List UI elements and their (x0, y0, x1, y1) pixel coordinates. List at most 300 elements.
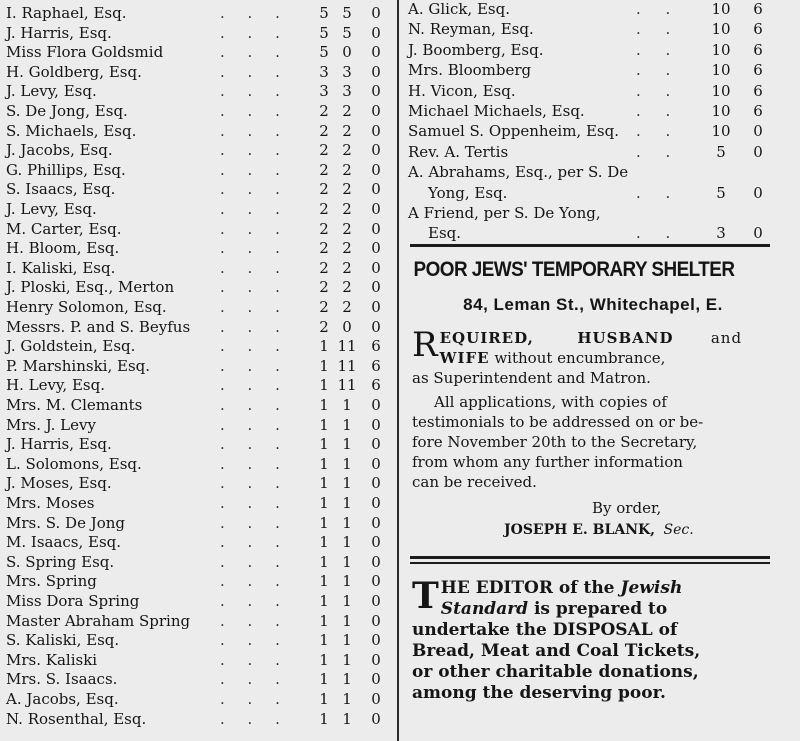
amount-pence: 0 (371, 298, 381, 316)
signatory (504, 520, 694, 540)
donor-row (6, 395, 390, 415)
amount-pounds: 1 (319, 415, 329, 434)
amount-shillings: 2 (342, 258, 352, 277)
donor-name: J. Harris, Esq. (6, 23, 112, 42)
amount-pounds: 1 (319, 356, 329, 375)
leader-dots: . . (636, 224, 681, 243)
amount-pence: 0 (371, 592, 381, 610)
amount-pence: 6 (753, 40, 763, 59)
editor-notice (412, 575, 772, 704)
amount-shillings: 1 (342, 435, 352, 454)
donor-name: Mrs. M. Clemants (6, 396, 143, 414)
donor-row (6, 356, 390, 376)
leader-dots: . . . (220, 180, 289, 199)
leader-dots: . . (636, 183, 681, 202)
donor-name: A. Jacobs, Esq. (6, 690, 119, 708)
donor-row (6, 258, 390, 278)
amount-pence: 0 (371, 572, 381, 591)
amount-pence: 0 (371, 23, 381, 42)
donor-name: S. Kaliski, Esq. (6, 631, 120, 650)
donor-name: J. Moses, Esq. (6, 474, 112, 493)
amount-shillings: 1 (342, 415, 352, 434)
amount-pounds: 1 (319, 709, 329, 728)
leader-dots: . . . (220, 709, 289, 728)
leader-dots: . . . (220, 82, 289, 101)
requirement-line-2 (412, 348, 772, 368)
amount-pence: 0 (371, 670, 381, 689)
donor-name: I. Raphael, Esq. (6, 4, 127, 22)
donor-row (6, 3, 390, 23)
amount-pence: 0 (371, 239, 381, 258)
donor-name: Yong, Esq. (428, 183, 508, 202)
amount-shillings: 10 (711, 0, 731, 18)
amount-pence: 0 (371, 4, 381, 22)
amount-shillings: 10 (711, 102, 731, 120)
requirement-word: WIFE (439, 349, 490, 367)
amount-pence: 6 (371, 356, 381, 375)
leader-dots: . . . (220, 631, 289, 650)
amount-pounds: 1 (319, 376, 329, 395)
amount-pounds: 2 (319, 200, 329, 218)
applications-line: testimonials to be addressed on or be- (412, 413, 704, 431)
amount-pence: 0 (371, 611, 381, 630)
amount-pounds: 5 (319, 4, 329, 22)
leader-dots: . . . (220, 670, 289, 689)
leader-dots: . . . (220, 317, 289, 336)
amount-pence: 6 (753, 0, 763, 18)
donor-name: M. Isaacs, Esq. (6, 533, 122, 552)
donor-name: J. Levy, Esq. (6, 82, 97, 101)
donor-row (6, 375, 390, 395)
amount-pence: 6 (753, 20, 763, 39)
donor-row (6, 513, 390, 533)
donor-name: Mrs. J. Levy (6, 415, 96, 434)
leader-dots: . . (636, 40, 681, 59)
applications-line: All applications, with copies of (434, 393, 667, 411)
donor-row (408, 203, 800, 223)
donor-name: J. Goldstein, Esq. (6, 337, 136, 356)
amount-pence: 0 (371, 121, 381, 140)
leader-dots: . . . (220, 278, 289, 297)
amount-shillings: 3 (716, 224, 726, 243)
donor-name: H. Levy, Esq. (6, 376, 105, 395)
amount-shillings: 2 (342, 219, 352, 238)
donor-name: N. Reyman, Esq. (408, 20, 534, 39)
leader-dots: . . (636, 122, 681, 141)
donor-row (6, 689, 390, 709)
amount-shillings: 0 (342, 43, 352, 62)
donor-name: S. De Jong, Esq. (6, 102, 128, 120)
donor-name: Mrs. S. De Jong (6, 513, 126, 532)
amount-shillings: 1 (342, 690, 352, 708)
donor-row (408, 183, 800, 203)
amount-pounds: 2 (319, 121, 329, 140)
requirement-word: EQUIRED, (439, 329, 534, 347)
donor-name: Mrs. S. Isaacs. (6, 670, 118, 689)
editor-line-6: among the deserving poor. (412, 683, 666, 703)
amount-pounds: 1 (319, 513, 329, 532)
amount-pounds: 1 (319, 572, 329, 591)
amount-pence: 0 (371, 415, 381, 434)
donor-row (6, 591, 390, 611)
amount-shillings: 10 (711, 122, 731, 141)
amount-shillings: 1 (342, 494, 352, 512)
amount-shillings: 1 (342, 552, 352, 571)
donor-name: Henry Solomon, Esq. (6, 298, 167, 316)
amount-pounds: 1 (319, 396, 329, 414)
donor-row (6, 473, 390, 493)
amount-shillings: 2 (342, 239, 352, 258)
donor-row (6, 611, 390, 631)
amount-pounds: 1 (319, 690, 329, 708)
amount-pounds: 1 (319, 670, 329, 689)
shelter-requirement (412, 325, 772, 388)
leader-dots: . . (636, 102, 681, 120)
leader-dots: . . . (220, 298, 289, 316)
leader-dots: . . . (220, 141, 289, 160)
leader-dots: . . . (220, 219, 289, 238)
amount-shillings: 10 (711, 61, 731, 80)
amount-shillings: 1 (342, 396, 352, 414)
donor-row (6, 23, 390, 43)
leader-dots: . . . (220, 200, 289, 218)
requirement-word: and (710, 329, 743, 347)
amount-shillings: 5 (342, 23, 352, 42)
donor-row (6, 81, 390, 101)
leader-dots: . . . (220, 239, 289, 258)
donor-row (408, 0, 800, 19)
amount-pence: 0 (371, 102, 381, 120)
donor-name: Miss Dora Spring (6, 592, 140, 610)
amount-shillings: 2 (342, 160, 352, 179)
amount-pence: 0 (371, 552, 381, 571)
donor-row (408, 40, 800, 60)
amount-shillings: 1 (342, 513, 352, 532)
amount-pence: 0 (371, 62, 381, 81)
amount-pounds: 3 (319, 82, 329, 101)
editor-line-3: undertake the DISPOSAL of (412, 620, 678, 640)
leader-dots: . . (636, 0, 681, 18)
amount-shillings: 1 (342, 650, 352, 669)
amount-pounds: 1 (319, 474, 329, 493)
by-order-text: By order, (592, 499, 662, 517)
donor-name: Samuel S. Oppenheim, Esq. (408, 122, 619, 141)
donor-row (6, 454, 390, 474)
amount-shillings: 1 (342, 454, 352, 473)
amount-pence: 0 (371, 396, 381, 414)
donor-name: M. Carter, Esq. (6, 219, 122, 238)
amount-shillings: 1 (342, 611, 352, 630)
amount-pence: 0 (371, 454, 381, 473)
amount-pounds: 1 (319, 494, 329, 512)
amount-shillings: 5 (716, 142, 726, 161)
amount-pence: 6 (753, 61, 763, 80)
donor-row (6, 336, 390, 356)
donor-row (408, 162, 800, 182)
amount-pence: 0 (371, 219, 381, 238)
requirement-text: without encumbrance, (494, 349, 666, 367)
amount-pounds: 1 (319, 435, 329, 454)
shelter-applications (412, 392, 772, 492)
leader-dots: . . . (220, 337, 289, 356)
shelter-heading: POOR JEWS' TEMPORARY SHELTER (413, 258, 735, 281)
leader-dots: . . . (220, 592, 289, 610)
donor-name: Mrs. Bloomberg (408, 61, 532, 80)
donor-name: A. Glick, Esq. (408, 0, 510, 18)
requirement-line-3: as Superintendent and Matron. (412, 369, 651, 387)
amount-shillings: 10 (711, 81, 731, 100)
amount-shillings: 11 (337, 337, 357, 356)
amount-shillings: 3 (342, 82, 352, 101)
leader-dots: . . . (220, 513, 289, 532)
donor-row (6, 493, 390, 513)
leader-dots: . . . (220, 690, 289, 708)
amount-pence: 0 (371, 43, 381, 62)
leader-dots: . . . (220, 4, 289, 22)
signatory-title: Sec. (663, 522, 694, 538)
amount-pence: 6 (753, 102, 763, 120)
amount-pence: 0 (753, 122, 763, 141)
leader-dots: . . . (220, 121, 289, 140)
leader-dots: . . . (220, 474, 289, 493)
amount-pence: 0 (371, 200, 381, 218)
donor-row (6, 62, 390, 82)
donor-row (408, 60, 800, 80)
donor-row (6, 238, 390, 258)
donor-row (408, 81, 800, 101)
amount-shillings: 1 (342, 670, 352, 689)
amount-pence: 0 (371, 709, 381, 728)
donor-row (6, 434, 390, 454)
leader-dots: . . . (220, 494, 289, 512)
donor-row (6, 630, 390, 650)
donor-name: J. Jacobs, Esq. (6, 141, 113, 160)
editor-line-2 (412, 599, 772, 620)
applications-line: fore November 20th to the Secretary, (412, 433, 698, 451)
amount-shillings: 5 (342, 4, 352, 22)
donor-row (6, 297, 390, 317)
amount-pence: 0 (371, 650, 381, 669)
donor-name: Master Abraham Spring (6, 611, 191, 630)
donor-name: I. Kaliski, Esq. (6, 258, 116, 277)
amount-shillings: 5 (716, 183, 726, 202)
amount-pence: 0 (371, 82, 381, 101)
amount-pence: 0 (371, 160, 381, 179)
amount-pounds: 1 (319, 631, 329, 650)
leader-dots: . . (636, 81, 681, 100)
amount-pence: 0 (371, 690, 381, 708)
donor-name: S. Michaels, Esq. (6, 121, 137, 140)
section-rule-thin (410, 562, 770, 564)
amount-pounds: 1 (319, 592, 329, 610)
amount-pence: 0 (371, 317, 381, 336)
donor-name: Messrs. P. and S. Beyfus (6, 317, 191, 336)
donor-name: J. Harris, Esq. (6, 435, 112, 454)
donor-name: J. Ploski, Esq., Merton (6, 278, 175, 297)
amount-shillings: 0 (342, 317, 352, 336)
donor-row (6, 317, 390, 337)
amount-pounds: 2 (319, 141, 329, 160)
amount-pence: 0 (371, 631, 381, 650)
leader-dots: . . . (220, 258, 289, 277)
leader-dots: . . . (220, 396, 289, 414)
amount-pounds: 2 (319, 317, 329, 336)
donor-name: J. Levy, Esq. (6, 200, 97, 218)
shelter-address: 84, Leman St., Whitechapel, E. (463, 295, 723, 314)
leader-dots: . . . (220, 552, 289, 571)
leader-dots: . . (636, 20, 681, 39)
amount-pounds: 1 (319, 337, 329, 356)
leader-dots: . . . (220, 43, 289, 62)
amount-shillings: 10 (711, 40, 731, 59)
dropcap-letter: T (412, 575, 439, 617)
donor-name: A Friend, per S. De Yong, (408, 204, 601, 222)
section-rule (410, 556, 770, 559)
amount-pence: 0 (371, 533, 381, 552)
leader-dots: . . . (220, 356, 289, 375)
amount-pence: 6 (753, 81, 763, 100)
amount-pounds: 1 (319, 552, 329, 571)
leader-dots: . . (636, 61, 681, 80)
donor-row (6, 571, 390, 591)
amount-shillings: 2 (342, 121, 352, 140)
amount-shillings: 3 (342, 62, 352, 81)
donor-name: P. Marshinski, Esq. (6, 356, 151, 375)
amount-pence: 6 (371, 376, 381, 395)
section-rule (410, 244, 770, 247)
amount-shillings: 2 (342, 180, 352, 199)
donor-name: Mrs. Moses (6, 494, 95, 512)
requirement-word: HUSBAND (577, 329, 674, 347)
amount-pounds: 2 (319, 298, 329, 316)
amount-pence: 0 (371, 258, 381, 277)
amount-pounds: 2 (319, 219, 329, 238)
donor-name: Michael Michaels, Esq. (408, 102, 585, 120)
amount-shillings: 1 (342, 631, 352, 650)
amount-shillings: 11 (337, 356, 357, 375)
amount-shillings: 2 (342, 141, 352, 160)
leader-dots: . . . (220, 376, 289, 395)
amount-pounds: 2 (319, 160, 329, 179)
donor-name: A. Abrahams, Esq., per S. De (408, 163, 629, 182)
amount-shillings: 1 (342, 709, 352, 728)
amount-shillings: 10 (711, 20, 731, 39)
donor-row (6, 532, 390, 552)
amount-shillings: 2 (342, 200, 352, 218)
amount-pence: 0 (371, 494, 381, 512)
editor-line-4: Bread, Meat and Coal Tickets, (412, 641, 701, 661)
leader-dots: . . . (220, 23, 289, 42)
editor-line-1 (412, 578, 772, 599)
donor-row (6, 199, 390, 219)
amount-pounds: 2 (319, 278, 329, 297)
donor-name: S. Isaacs, Esq. (6, 180, 116, 199)
amount-shillings: 2 (342, 298, 352, 316)
amount-shillings: 1 (342, 572, 352, 591)
amount-pounds: 2 (319, 180, 329, 199)
applications-line: can be received. (412, 473, 537, 491)
donor-name: H. Bloom, Esq. (6, 239, 120, 258)
signatory-name: JOSEPH E. BLANK, (504, 522, 656, 538)
amount-pence: 6 (371, 337, 381, 356)
amount-shillings: 1 (342, 533, 352, 552)
donor-row (6, 650, 390, 670)
donor-name: G. Phillips, Esq. (6, 160, 126, 179)
donor-row (408, 142, 800, 162)
donor-name: N. Rosenthal, Esq. (6, 709, 147, 728)
amount-pounds: 1 (319, 611, 329, 630)
donor-row (6, 101, 390, 121)
applications-line: from whom any further information (412, 453, 683, 471)
amount-pounds: 5 (319, 43, 329, 62)
column-divider (397, 0, 399, 741)
editor-text: is prepared to (533, 599, 668, 619)
donor-row (6, 709, 390, 729)
donor-row (6, 669, 390, 689)
leader-dots: . . . (220, 650, 289, 669)
amount-pounds: 5 (319, 23, 329, 42)
donor-name: Esq. (428, 224, 462, 243)
amount-pence: 0 (371, 278, 381, 297)
leader-dots: . . (636, 142, 681, 161)
donor-row (6, 42, 390, 62)
amount-shillings: 1 (342, 474, 352, 493)
leader-dots: . . . (220, 572, 289, 591)
leader-dots: . . . (220, 533, 289, 552)
donor-row (6, 552, 390, 572)
donor-row (6, 160, 390, 180)
amount-pence: 0 (371, 474, 381, 493)
amount-pence: 0 (371, 180, 381, 199)
leader-dots: . . . (220, 611, 289, 630)
amount-shillings: 1 (342, 592, 352, 610)
amount-pence: 0 (753, 183, 763, 202)
donor-name: H. Goldberg, Esq. (6, 62, 142, 81)
leader-dots: . . . (220, 102, 289, 120)
amount-pounds: 1 (319, 650, 329, 669)
donor-row (6, 140, 390, 160)
amount-shillings: 2 (342, 278, 352, 297)
publication-name: Standard (440, 599, 529, 619)
requirement-line-1 (412, 328, 772, 348)
donor-row (408, 121, 800, 141)
donor-row (6, 277, 390, 297)
donor-name: Mrs. Kaliski (6, 650, 98, 669)
donor-row (408, 19, 800, 39)
donor-row (6, 415, 390, 435)
donor-row (6, 219, 390, 239)
amount-pence: 0 (753, 224, 763, 243)
amount-pounds: 1 (319, 454, 329, 473)
editor-text: HE EDITOR of the (440, 578, 615, 598)
editor-line-5: or other charitable donations, (412, 662, 699, 682)
amount-pence: 0 (371, 513, 381, 532)
donor-name: L. Solomons, Esq. (6, 454, 142, 473)
donor-row (6, 121, 390, 141)
leader-dots: . . . (220, 454, 289, 473)
amount-shillings: 11 (337, 376, 357, 395)
donor-name: Miss Flora Goldsmid (6, 43, 164, 62)
donor-name: H. Vicon, Esq. (408, 81, 516, 100)
amount-pounds: 3 (319, 62, 329, 81)
donor-name: S. Spring Esq. (6, 552, 115, 571)
amount-shillings: 2 (342, 102, 352, 120)
leader-dots: . . . (220, 62, 289, 81)
donor-row (6, 179, 390, 199)
amount-pounds: 1 (319, 533, 329, 552)
donor-row (408, 223, 800, 243)
leader-dots: . . . (220, 435, 289, 454)
